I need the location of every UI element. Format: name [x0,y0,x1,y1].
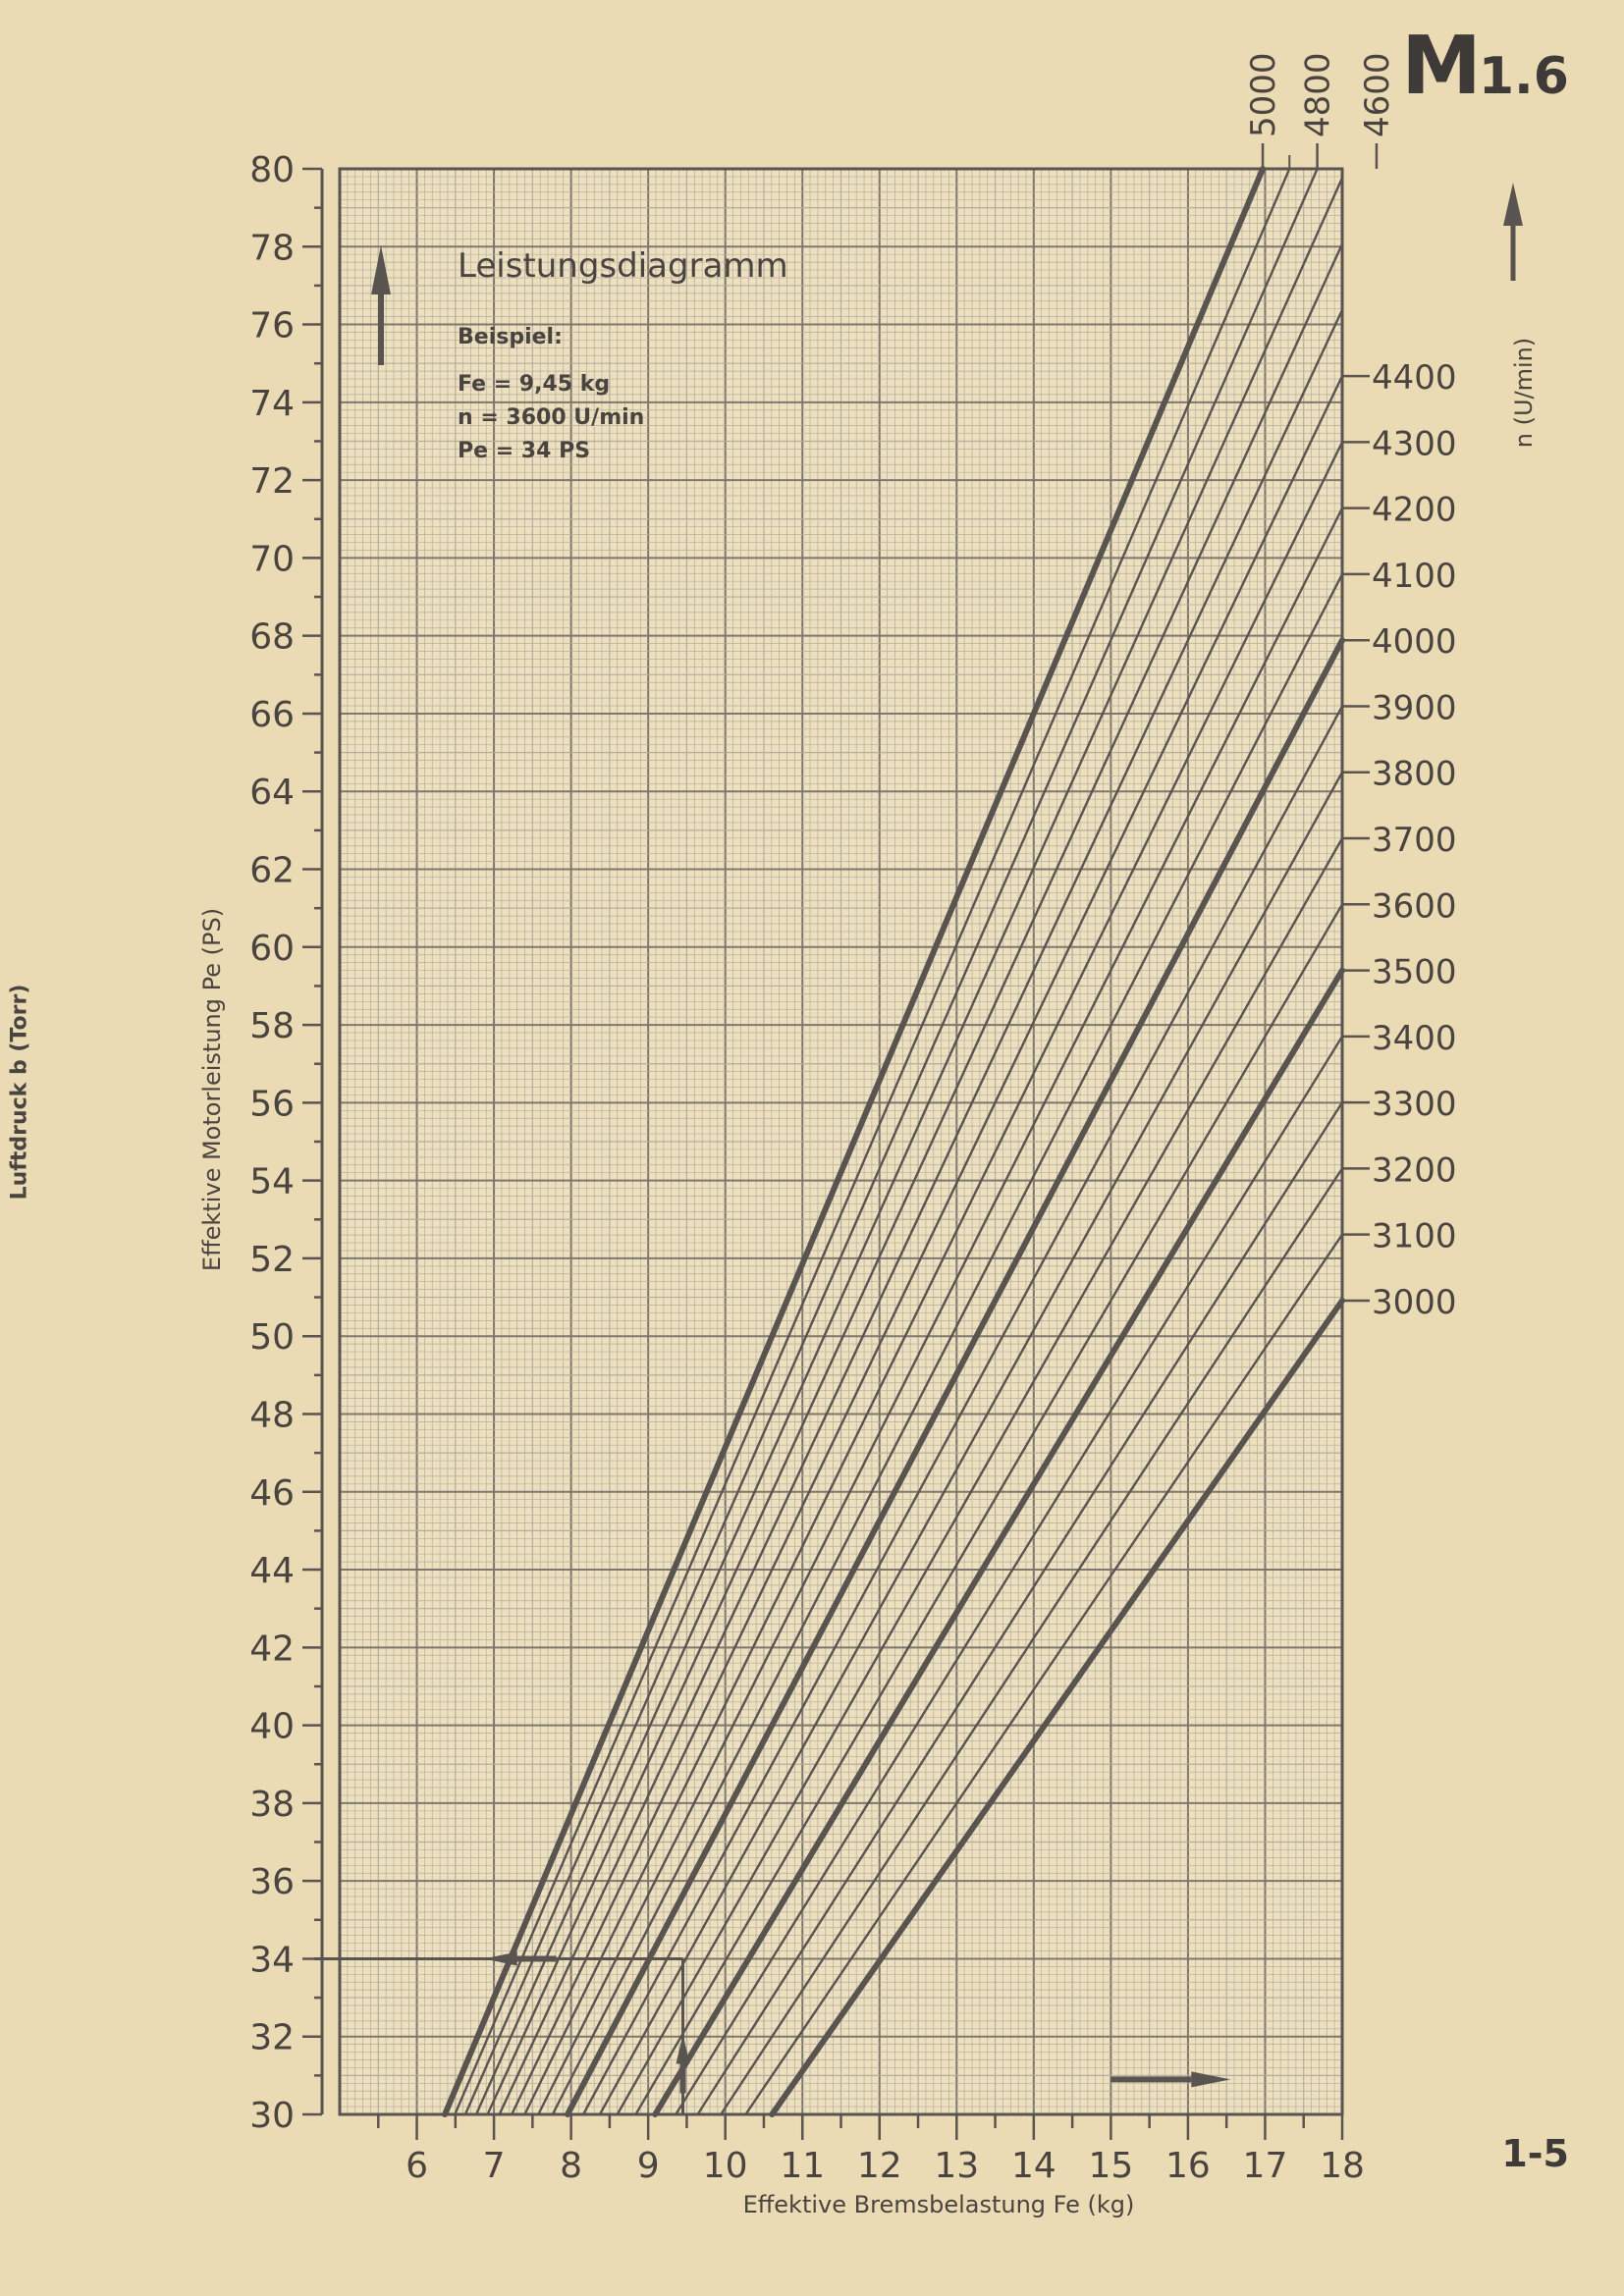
rpm-tick-label-right: 3800 [1372,754,1457,794]
rpm-tick-label-right: 4400 [1372,358,1457,399]
rpm-tick-label-right: 4300 [1372,424,1457,464]
y-tick-label: 58 [249,1006,295,1047]
x-tick-label: 11 [780,2146,826,2186]
rpm-tick-label-right: 3600 [1372,886,1457,927]
y2-axis-title: n (U/min) [1510,337,1538,449]
x-tick-label: 17 [1242,2146,1288,2186]
rpm-tick-label-top: 5000 [1244,52,1284,137]
rpm-tick-label-right: 3200 [1372,1150,1457,1191]
y-tick-label: 54 [249,1161,295,1202]
y-tick-label: 70 [249,539,295,580]
x-tick-label: 9 [636,2146,660,2186]
y-axis-title: Effektive Motorleistung Pe (PS) [198,907,226,1272]
y-tick-label: 60 [249,928,295,969]
y-tick-label: 62 [249,850,295,891]
y-tick-label: 56 [249,1084,295,1125]
x-tick-label: 13 [934,2146,980,2186]
x-tick-label: 16 [1165,2146,1211,2186]
rpm-tick-label-right: 3700 [1372,821,1457,861]
rpm-tick-label-right: 4000 [1372,622,1457,663]
example-heading: Beispiel: [458,325,563,349]
y-tick-label: 80 [249,150,295,190]
y-tick-label: 30 [249,2096,295,2136]
rpm-tick-label-right: 4100 [1372,556,1457,596]
rpm-tick-label-right: 4200 [1372,490,1457,530]
rpm-tick-label-right: 3900 [1372,688,1457,728]
section-label: M1.6 [1401,20,1569,113]
x-tick-label: 14 [1010,2146,1056,2186]
y-tick-label: 68 [249,616,295,658]
y-tick-label: 72 [249,461,295,503]
rpm-tick-label-right: 3100 [1372,1216,1457,1256]
chart-title: Leistungsdiagramm [458,246,788,286]
rpm-tick-label-right: 3000 [1372,1282,1457,1322]
rpm-tick-label-top: 4600 [1357,52,1397,137]
side-note-air-pressure: Luftdruck b (Torr) [7,984,32,1201]
x-tick-label: 10 [702,2146,748,2186]
y-tick-label: 64 [249,773,295,814]
rpm-tick-label-right: 3300 [1372,1085,1457,1125]
y-tick-label: 48 [249,1395,295,1436]
y-tick-label: 42 [249,1629,295,1670]
rpm-tick-label-top: 4800 [1298,52,1338,137]
page-number: 1-5 [1501,2132,1569,2175]
x-tick-label: 8 [560,2146,583,2186]
x-tick-label: 18 [1320,2146,1365,2186]
rpm-tick-label-right: 3400 [1372,1018,1457,1058]
y-tick-label: 38 [249,1784,295,1825]
y-tick-label: 32 [249,2017,295,2058]
y-tick-label: 34 [249,1940,295,1981]
y-tick-label: 50 [249,1317,295,1359]
y-tick-label: 66 [249,694,295,735]
rpm-direction-arrow-icon [1503,183,1523,226]
x-tick-label: 15 [1088,2146,1134,2186]
y-tick-label: 76 [249,305,295,347]
x-tick-label: 6 [406,2146,428,2186]
rpm-tick-label-right: 3500 [1372,952,1457,992]
example-line: Pe = 34 PS [458,439,591,463]
y-tick-label: 78 [249,228,295,269]
x-axis-title: Effektive Bremsbelastung Fe (kg) [742,2191,1135,2218]
y-tick-label: 44 [249,1551,295,1592]
example-line: n = 3600 U/min [458,405,645,430]
x-tick-label: 7 [482,2146,506,2186]
x-tick-label: 12 [856,2146,902,2186]
y-tick-label: 36 [249,1862,295,1903]
example-line: Fe = 9,45 kg [458,372,611,397]
y-tick-label: 52 [249,1239,295,1280]
y-tick-label: 46 [249,1472,295,1514]
y-tick-label: 74 [249,383,295,424]
y-tick-label: 40 [249,1706,295,1747]
